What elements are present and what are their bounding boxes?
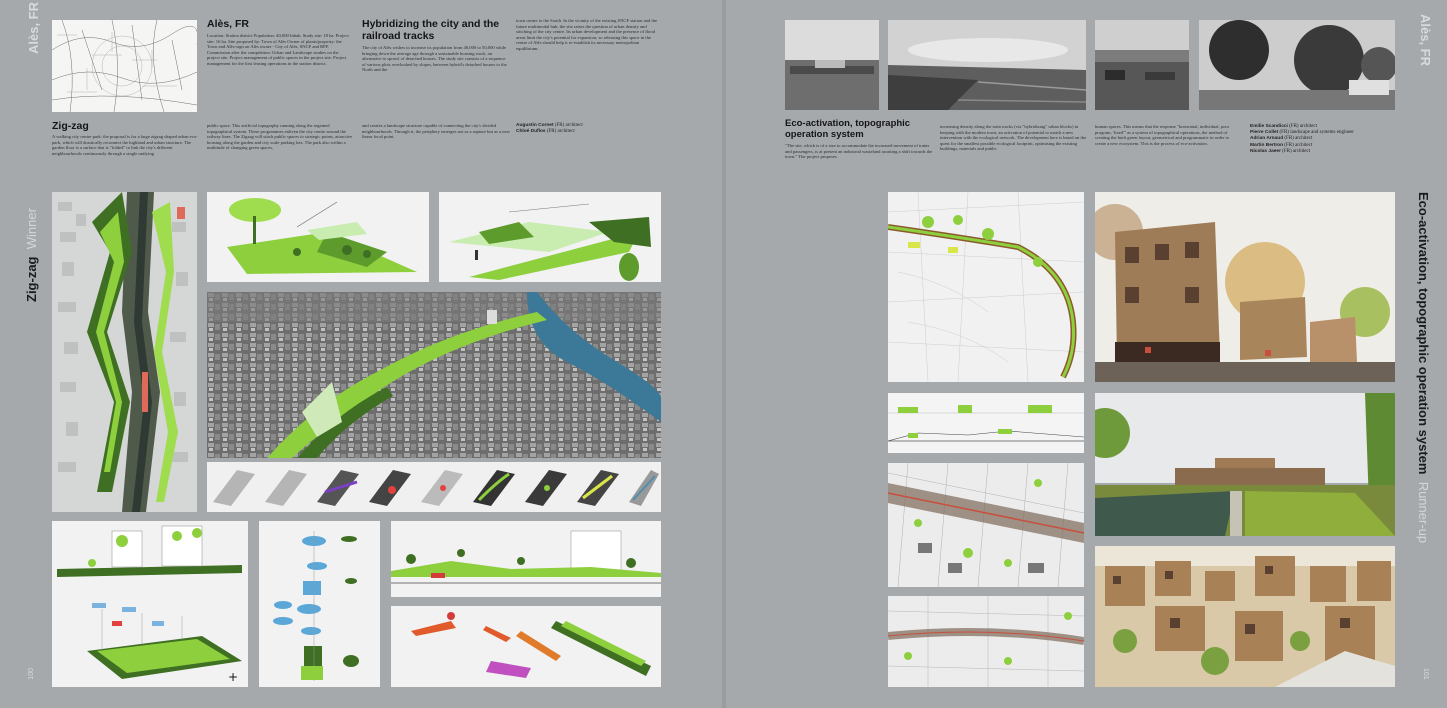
plan-detail-1 — [888, 463, 1084, 587]
right-side-tag-text: Alès, FR — [1418, 14, 1433, 67]
zigzag-text-3: and creates a landscape structure capable of connecting the city's divided neighbourhoods. Through it, the periphery emerges not as a rupture but as a new linear focal point. — [362, 123, 510, 140]
gutter — [722, 0, 726, 708]
zigzag-block-2 — [207, 123, 355, 151]
sketch-map — [52, 20, 197, 112]
hybrid-heading: Hybridizing the city and the railroad tracks — [362, 18, 500, 42]
location-block — [207, 18, 352, 67]
credit-name: Emilie Scandicci — [1250, 124, 1288, 129]
credit-role: (FR) architect — [1284, 136, 1313, 142]
long-section-drawing — [391, 521, 661, 597]
right-page-number: 101 — [1422, 668, 1429, 680]
site-photo-3 — [1095, 20, 1189, 110]
render-hillside-village — [1095, 546, 1395, 687]
render-wooden-buildings-image — [1095, 192, 1395, 382]
right-side-subtitle: Runner-up — [1416, 481, 1431, 544]
site-plan-drawing — [52, 192, 197, 512]
credit-name: Martin Bertron — [1250, 142, 1284, 148]
long-section — [391, 521, 661, 597]
left-side-tag-text: Alès, FR — [26, 1, 41, 54]
credit-name: Chloé Duflos — [516, 129, 546, 135]
left-side-title — [24, 192, 39, 302]
credit-name: Pierre Collet — [1250, 130, 1279, 136]
eco-heading: Eco-activation, topographic operation system — [785, 118, 911, 140]
zigzag-block — [52, 120, 200, 156]
credit-role: (FR) architect — [546, 129, 575, 135]
credit-role: (FR) architect — [1282, 148, 1311, 154]
credit-line — [516, 129, 661, 135]
elevation-strip — [888, 393, 1084, 453]
zigzag-heading: Zig-zag — [52, 120, 89, 132]
hybrid-block-2 — [516, 18, 661, 52]
eco-text-block-3 — [1095, 124, 1240, 146]
site-photo-1 — [785, 20, 879, 110]
site-photo-2-image — [888, 20, 1086, 110]
credit-line — [1250, 149, 1398, 155]
left-side-title-text: Zig-zag — [24, 256, 39, 302]
site-photo-3-image — [1095, 20, 1189, 110]
eco-text-2: increasing density along the train tracks (via "hybridising" urban blocks) in keeping with the modern town, an activation of potential to match a new intervention with the ecological network. The development here is based on the quest for the smallest possible ecological footprint, optimising the existing buildings, materials and public — [940, 124, 1087, 152]
credit-role: (FR) architect — [1284, 142, 1313, 148]
axon-diagram-1-drawing — [207, 192, 429, 282]
eco-heading-block — [785, 118, 933, 160]
diagram-strip-drawing — [207, 462, 661, 512]
hybrid-text: The city of Alès wishes to increase its population from 40,000 to 50,000 while bringing down the average age through a sustainable housing stock, an alternative to sprawl of detached houses. The study site consists of a sequence of various plots overlooked by slopes, between hybrid's detached houses to the North and the — [362, 45, 507, 73]
section-exploded-diagram — [52, 521, 248, 687]
hybrid-block — [362, 18, 510, 73]
eco-text-1: "The site, which is of a size to accommodate the increased movement of trains and passengers, is at present an industrial wasteland awaiting a shift towards the town." The project proposes — [785, 143, 933, 160]
render-hillside-village-image — [1095, 546, 1395, 687]
sketch-map-drawing — [52, 20, 197, 112]
zigzag-text-2: public space. This artificial topography running along the regained topographical system. These programmes enliven the city centre around the railway lines. The Zigzag will stitch public spaces to strategic points, attractive housing along the garden and city scale parking lots. The park also within a multitude of changing green spaces, — [207, 123, 353, 151]
credit-name: Adrian Arnaud — [1250, 136, 1284, 142]
aerial-render-drawing — [207, 292, 661, 458]
program-diagram — [391, 606, 661, 687]
hybrid-text-2: town centre to the South. In the vicinity of the existing SNCF station and the future multimodal hub, the site raises the question of urban density and stitching of the city centre. Its urban development and the presence of flood areas limit the city's potential for expansion, so releasing this space in the centre of Alès should help it re-establish its necessary metropolitan equilibrium. — [516, 18, 657, 51]
right-side-title-text: Eco-activation, topographic operation system — [1416, 192, 1431, 475]
credit-role: (FR) architect — [1289, 124, 1318, 129]
right-credits — [1250, 124, 1398, 155]
render-water-garden-image — [1095, 393, 1395, 536]
diagram-strip — [207, 462, 661, 512]
left-page-number: 100 — [28, 668, 35, 680]
site-photo-4 — [1199, 20, 1395, 110]
credit-role: (FR) landscape and systems engineer — [1279, 130, 1354, 136]
eco-text-3: human spaces. This means that the response "horizontal, individual, poor program, 'fixed'" as a system of topographical operations, the method of creating the built green layout, geometrical and programmatic in order to create a new ecosystem. This is the process of eco-activation. — [1095, 124, 1230, 146]
axon-diagram-2 — [439, 192, 661, 282]
eco-text-block-2 — [940, 124, 1088, 152]
credit-name: Nicolas Jaeer — [1250, 148, 1281, 154]
left-side-subtitle: Winner — [24, 208, 39, 250]
zigzag-block-3 — [362, 123, 510, 140]
site-photo-4-image — [1199, 20, 1395, 110]
svg-text:+: + — [228, 670, 239, 684]
plan-detail-1-drawing — [888, 463, 1084, 587]
left-side-tag — [26, 1, 41, 54]
plan-detail-2-drawing — [888, 596, 1084, 687]
vertical-exploded-diagram — [259, 521, 380, 687]
zigzag-text: A walking city centre park: the proposal is for a large zigzag shaped urban eco-park, which will drastically reconnect the highland and urban structure. The garden floor is a surface that is "folded" to link the city's different neighbourhoods continuously through a single unifying — [52, 134, 198, 156]
render-wooden-buildings — [1095, 192, 1395, 382]
render-water-garden — [1095, 393, 1395, 536]
master-plan-drawing — [888, 192, 1084, 382]
site-photo-2 — [888, 20, 1086, 110]
left-credits — [516, 123, 661, 135]
axon-diagram-1 — [207, 192, 429, 282]
axon-diagram-2-drawing — [439, 192, 661, 282]
program-diagram-drawing — [391, 606, 661, 687]
section-exploded-drawing — [52, 521, 248, 687]
plan-detail-2 — [888, 596, 1084, 687]
master-plan — [888, 192, 1084, 382]
vertical-exploded-drawing — [259, 521, 380, 687]
right-side-title — [1416, 192, 1431, 552]
site-photo-1-image — [785, 20, 879, 110]
right-side-tag — [1418, 14, 1433, 67]
location-text: Location: Station district Population: 40,000 Inhab. Study site: 18 ha. Project site: 16 ha. Site proposed by: Town of Alès Owner of plants/property: the Town and Alès-sign on Alès owner - City of Alès, SNCF and RFF. Commission after the competition: Urban and Landscape studies on the project site. Project management of public spaces in the project site. Project management for the first leasing operations in the station district. — [207, 33, 349, 66]
location-heading: Alès, FR — [207, 18, 250, 30]
site-plan-zigzag — [52, 192, 197, 512]
credit-role: (FR) architect — [554, 123, 583, 128]
aerial-render — [207, 292, 661, 458]
elevation-strip-drawing — [888, 393, 1084, 453]
credit-name: Augustin Cornet — [516, 123, 554, 128]
